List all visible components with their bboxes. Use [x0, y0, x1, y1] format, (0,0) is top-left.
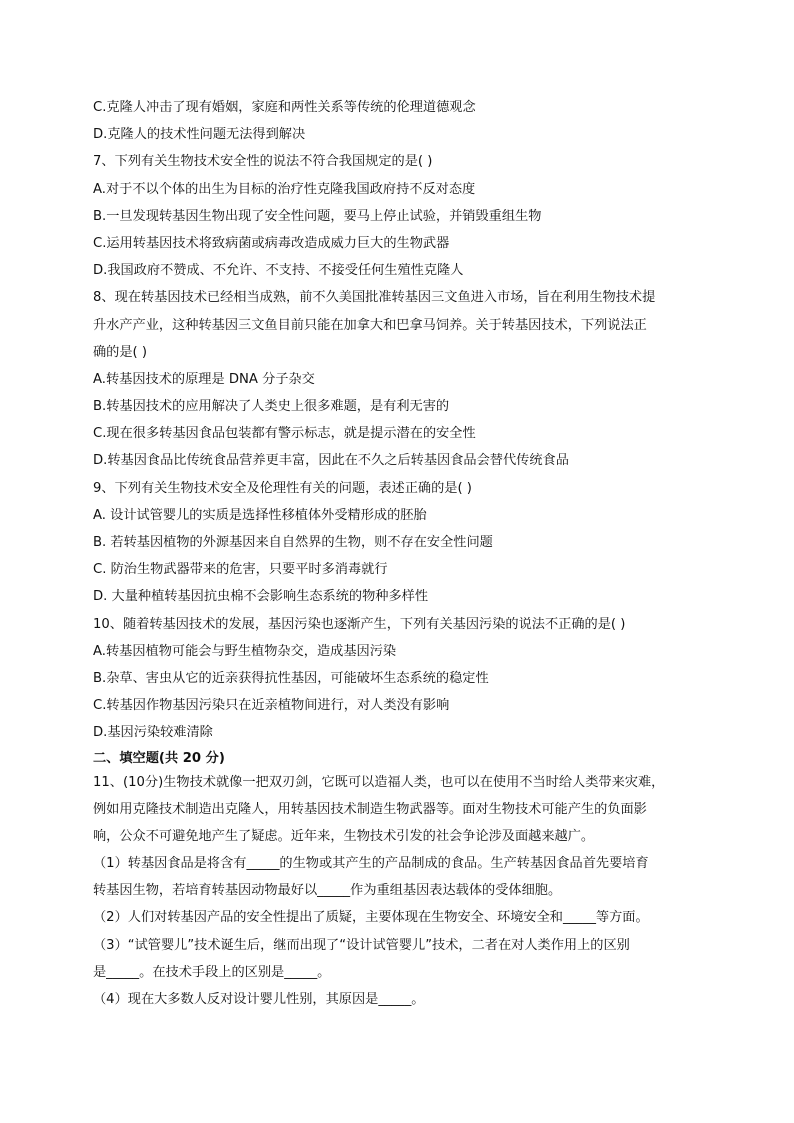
- question-11-part-3-cont: 是_____。在技术手段上的区别是_____。: [93, 964, 331, 980]
- question-11-line: 11、(10分)生物技术就像一把双刃剑，它既可以造福人类，也可以在使用不当时给人类带来灾难，: [93, 774, 665, 790]
- question-8-line: 8、现在转基因技术已经相当成熟，前不久美国批准转基因三文鱼进入市场，旨在利用生物技术提: [93, 290, 656, 306]
- option-9c: C. 防治生物武器带来的危害，只要平时多消毒就行: [93, 562, 388, 578]
- question-11-part-3: （3）“试管婴儿”技术诞生后，继而出现了“设计试管婴儿”技术，二者在对人类作用上的区别: [93, 937, 630, 953]
- document-body: [93, 94, 703, 1013]
- option-10c: C.转基因作物基因污染只在近亲植物间进行，对人类没有影响: [93, 698, 450, 714]
- option-6d: D.克隆人的技术性问题无法得到解决: [93, 127, 306, 143]
- option-7b: B.一旦发现转基因生物出现了安全性问题，要马上停止试验，并销毁重组生物: [93, 208, 542, 224]
- question-9: 9、下列有关生物技术安全及伦理性有关的问题，表述正确的是( ): [93, 480, 472, 496]
- question-11-parts: [93, 850, 703, 1013]
- question-7: 7、下列有关生物技术安全性的说法不符合我国规定的是( ): [93, 154, 433, 170]
- option-10b: B.杂草、害虫从它的近亲获得抗性基因，可能破坏生态系统的稳定性: [93, 670, 489, 686]
- option-9b: B. 若转基因植物的外源基因来自自然界的生物，则不存在安全性问题: [93, 535, 493, 550]
- option-9a: A. 设计试管婴儿的实质是选择性移植体外受精形成的胚胎: [93, 507, 427, 523]
- option-8a: A.转基因技术的原理是 DNA 分子杂交: [93, 371, 315, 387]
- option-8c: C.现在很多转基因食品包装都有警示标志，就是提示潜在的安全性: [93, 426, 476, 442]
- option-9d: D. 大量种植转基因抗虫棉不会影响生态系统的物种多样性: [93, 589, 429, 605]
- option-10d: D.基因污染较难清除: [93, 725, 213, 741]
- question-11-part-1: （1）转基因食品是将含有_____的生物或其产生的产品制成的食品。生产转基因食品首先要培育: [93, 856, 649, 872]
- question-11-line: 响，公众不可避免地产生了疑虑。近年来，生物技术引发的社会争论涉及面越来越广。: [93, 828, 595, 844]
- question-10: 10、随着转基因技术的发展，基因污染也逐渐产生，下列有关基因污染的说法不正确的是( ): [93, 616, 626, 632]
- question-8-line: 升水产产业，这种转基因三文鱼目前只能在加拿大和巴拿马饲养。关于转基因技术，下列说法正: [93, 317, 647, 333]
- question-11: [93, 769, 703, 851]
- option-8d: D.转基因食品比传统食品营养更丰富，因此在不久之后转基因食品会替代传统食品: [93, 453, 569, 469]
- section-title: 二、填空题(共 20 分): [93, 750, 225, 766]
- option-7a: A.对于不以个体的出生为目标的治疗性克隆我国政府持不反对态度: [93, 181, 476, 197]
- option-10a: A.转基因植物可能会与野生植物杂交，造成基因污染: [93, 643, 397, 659]
- question-8: [93, 284, 703, 366]
- option-7c: C.运用转基因技术将致病菌或病毒改造成威力巨大的生物武器: [93, 235, 450, 251]
- question-8-line: 确的是( ): [93, 344, 148, 360]
- option-8b: B.转基因技术的应用解决了人类史上很多难题，是有利无害的: [93, 399, 450, 415]
- question-11-line: 例如用克隆技术制造出克隆人，用转基因技术制造生物武器等。面对生物技术可能产生的负面影: [93, 801, 647, 817]
- option-6c: C.克隆人冲击了现有婚姻，家庭和两性关系等传统的伦理道德观念: [93, 100, 476, 115]
- question-11-part-4: （4）现在大多数人反对设计婴儿性别，其原因是_____。: [93, 992, 425, 1007]
- question-11-part-1-cont: 转基因生物，若培育转基因动物最好以_____作为重组基因表达载体的受体细胞。: [93, 883, 562, 899]
- option-7d: D.我国政府不赞成、不允许、不支持、不接受任何生殖性克隆人: [93, 263, 464, 279]
- question-11-part-2: （2）人们对转基因产品的安全性提出了质疑，主要体现在生物安全、环境安全和_____等方面。: [93, 910, 649, 926]
